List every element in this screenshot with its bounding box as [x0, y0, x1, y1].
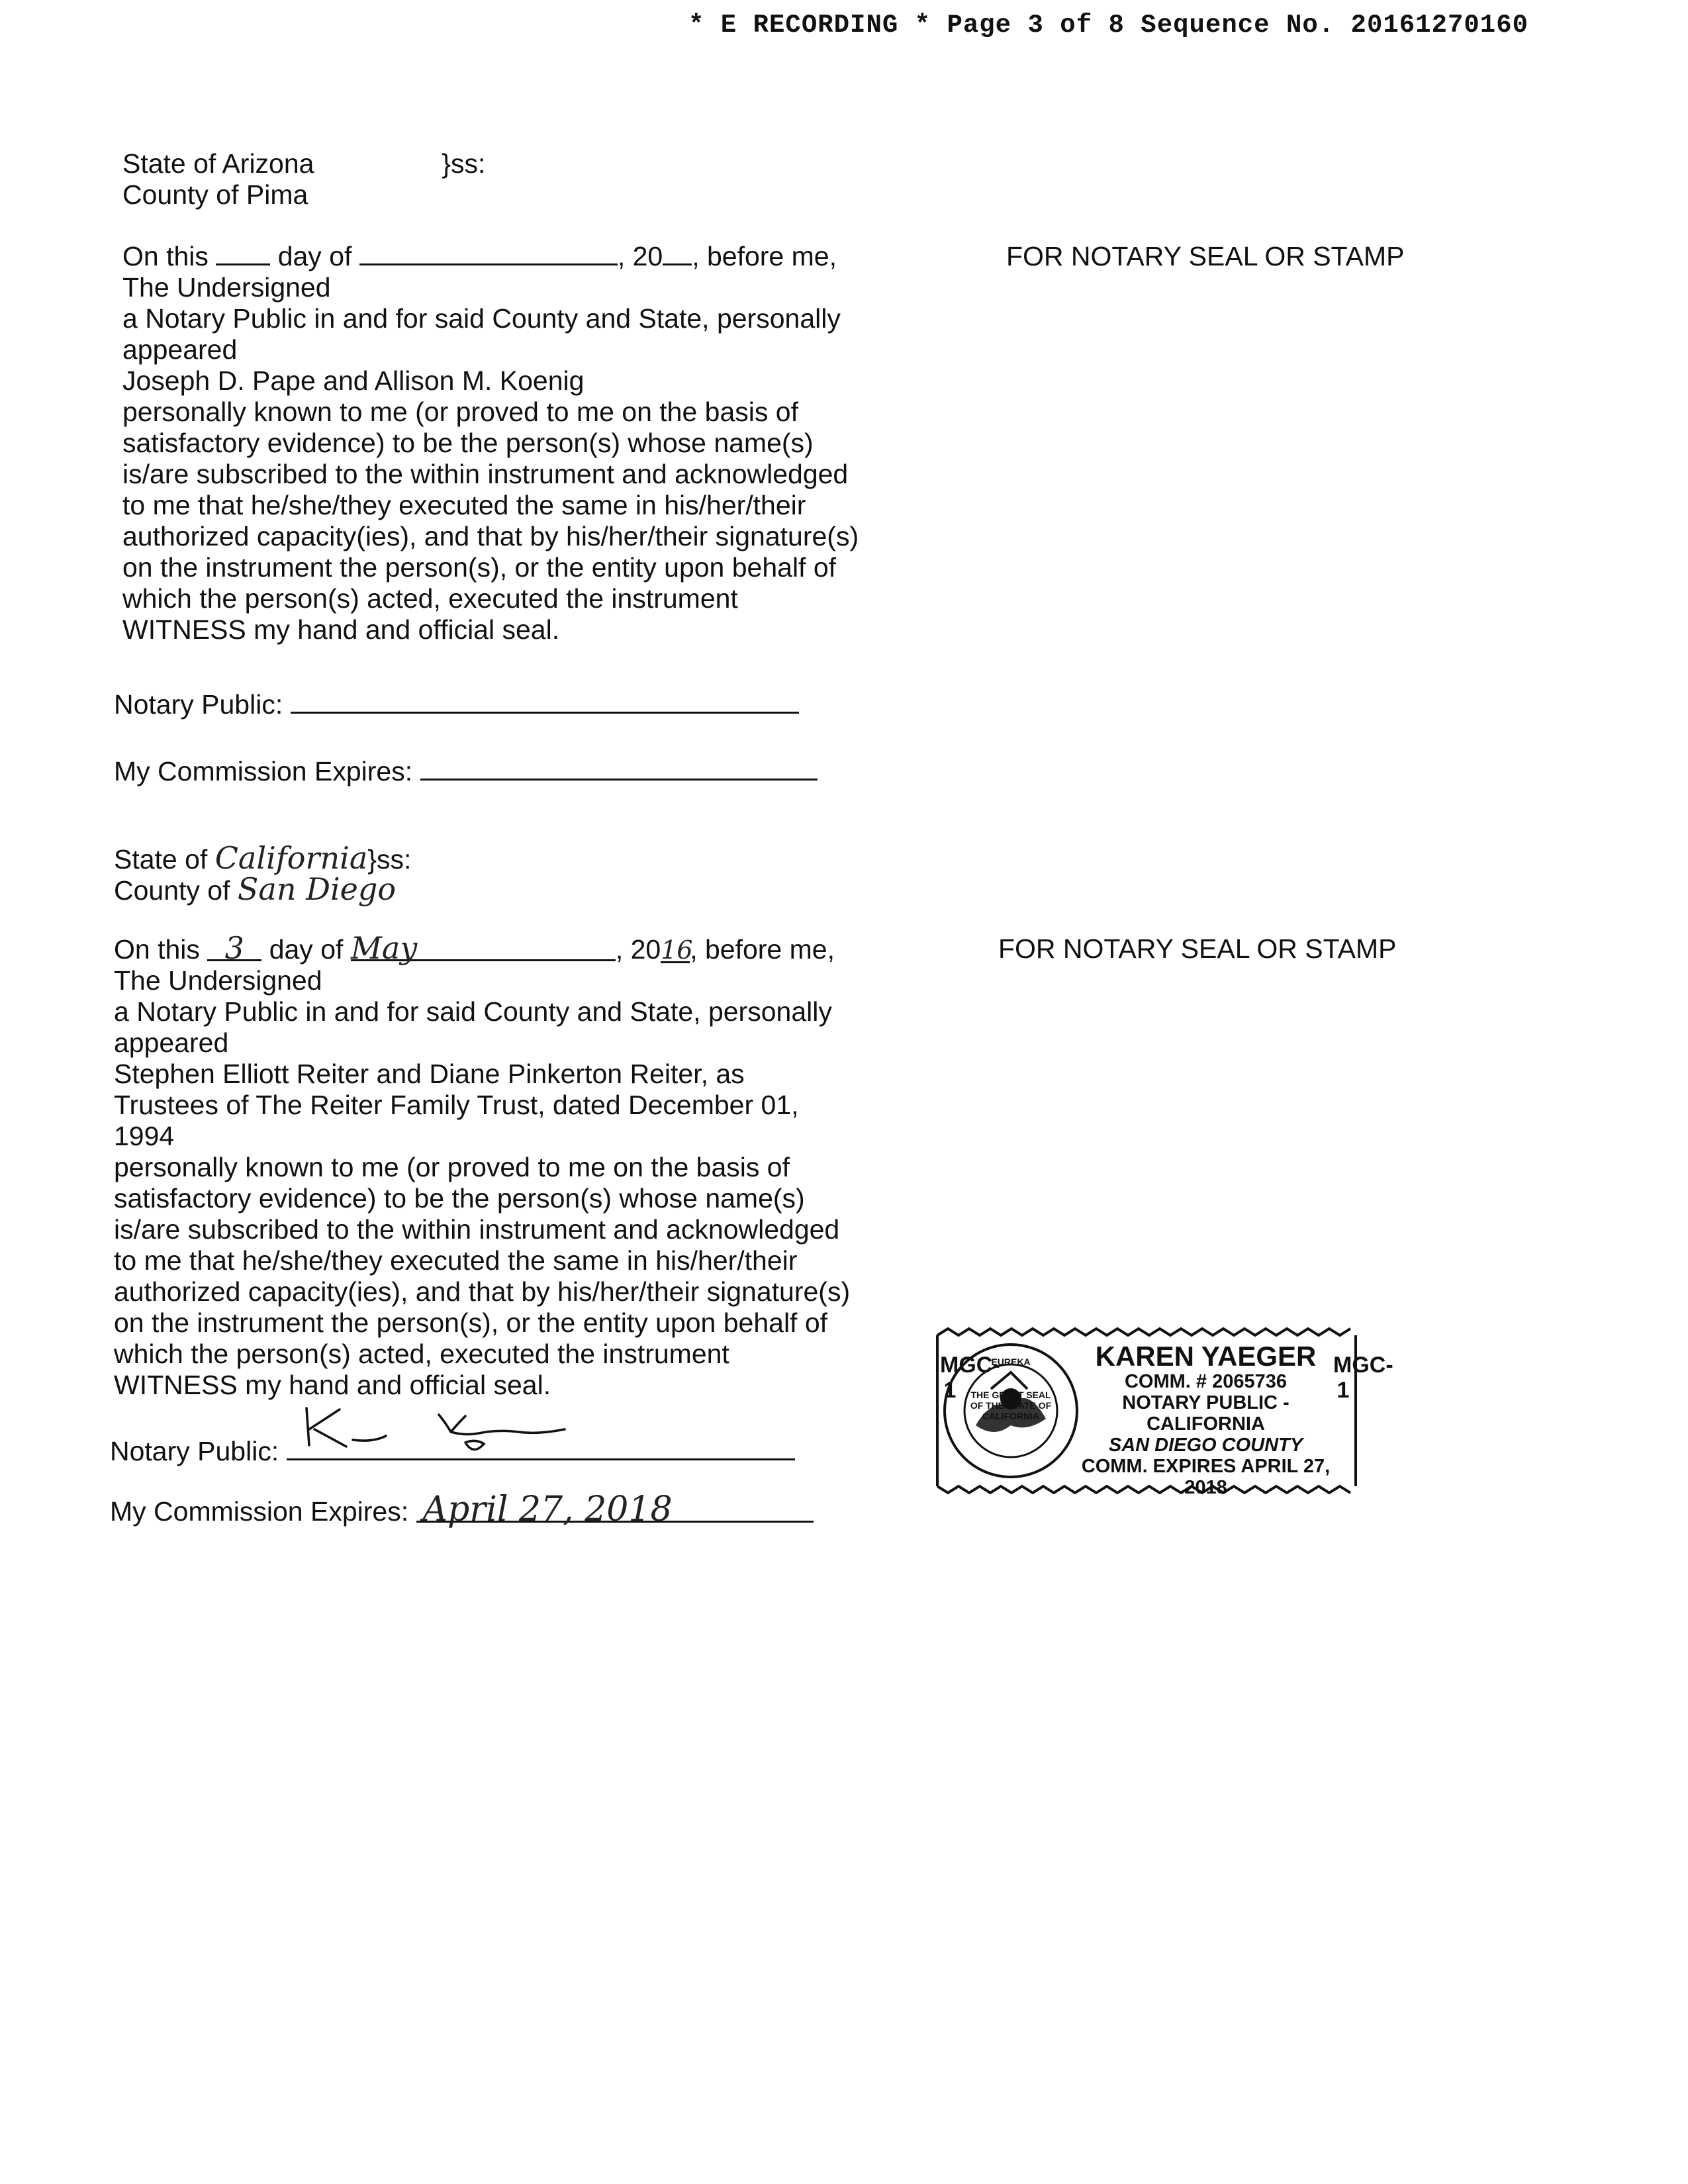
body-line: satisfactory evidence) to be the person(s) whose name(s)	[122, 428, 814, 458]
state-handwritten: California	[214, 840, 368, 876]
commission-line	[110, 1490, 878, 1529]
body-line: on the instrument the person(s), or the entity upon behalf of	[122, 552, 837, 583]
stamp-expires: COMM. EXPIRES APRIL 27, 2018	[1081, 1456, 1331, 1498]
before-me-label: , before me,	[690, 934, 835, 965]
commission-handwritten: April 27, 2018	[416, 1496, 814, 1523]
day-of-label: day of	[277, 241, 352, 271]
notary-signature-blank	[291, 685, 799, 714]
seal-placeholder-california: FOR NOTARY SEAL OR STAMP	[998, 933, 1397, 964]
notary-line-1: a Notary Public in and for said County and State, personally	[122, 303, 841, 334]
recording-header: * E RECORDING * Page 3 of 8 Sequence No. 20161270160	[688, 11, 1528, 40]
county-label: County of	[114, 875, 230, 906]
notary-public-line	[114, 685, 882, 720]
notary-line-2: appeared	[122, 334, 238, 365]
notary-signature	[287, 1432, 795, 1460]
body-line: satisfactory evidence) to be the person(s) whose name(s)	[114, 1183, 805, 1213]
appearing-names: Trustees of The Reiter Family Trust, dated December 01,	[114, 1090, 799, 1120]
notary-public-line	[110, 1432, 878, 1467]
body-line: which the person(s) acted, executed the instrument	[114, 1339, 729, 1369]
body-line: to me that he/she/they executed the same in his/her/their	[122, 490, 806, 520]
signature-scribble-icon	[300, 1403, 591, 1456]
body-line: authorized capacity(ies), and that by his/her/their signature(s)	[122, 521, 859, 551]
body-line: to me that he/she/they executed the same in his/her/their	[114, 1245, 798, 1276]
commission-line	[114, 752, 882, 787]
appearing-names: Stephen Elliott Reiter and Diane Pinkerton Reiter, as	[114, 1059, 745, 1089]
county-handwritten: San Diego	[237, 871, 397, 907]
notary-line-2: appeared	[114, 1027, 229, 1058]
month-blank	[359, 241, 618, 265]
body-line: authorized capacity(ies), and that by his/her/their signature(s)	[114, 1276, 851, 1307]
county-line: County of Pima	[122, 179, 308, 210]
state-line	[122, 148, 890, 179]
date-line	[122, 241, 890, 272]
stamp-text	[1075, 1342, 1336, 1498]
appearing-names: 1994	[114, 1121, 175, 1151]
acknowledgment-arizona	[122, 148, 890, 645]
appearing-names: Joseph D. Pape and Allison M. Koenig	[122, 365, 585, 396]
commission-blank	[420, 752, 818, 781]
year-handwritten: 16	[661, 935, 693, 965]
state-label: State of	[114, 844, 208, 875]
state-line	[114, 840, 882, 876]
stamp-seal-text: THE GREAT SEAL OF THE STATE OF CALIFORNIA	[970, 1390, 1052, 1421]
year-prefix: , 20	[617, 241, 663, 271]
ss-label: }ss:	[367, 844, 412, 875]
acknowledgment-california	[114, 840, 882, 1401]
undersigned-line: The Undersigned	[122, 272, 331, 303]
body-line: WITNESS my hand and official seal.	[114, 1370, 551, 1400]
undersigned-line: The Undersigned	[114, 965, 322, 996]
stamp-title: NOTARY PUBLIC - CALIFORNIA	[1122, 1392, 1289, 1435]
stamp-county: SAN DIEGO COUNTY	[1108, 1435, 1303, 1456]
body-line: is/are subscribed to the within instrument and acknowledged	[114, 1214, 840, 1245]
notary-signature-section-arizona	[114, 685, 882, 787]
stamp-side-code-left: MGC-1	[940, 1353, 1000, 1403]
on-this-label: On this	[114, 934, 200, 965]
county-line	[114, 871, 882, 907]
body-line: is/are subscribed to the within instrument and acknowledged	[122, 459, 849, 489]
notary-line-1: a Notary Public in and for said County and State, personally	[114, 996, 832, 1027]
notary-public-label: Notary Public:	[110, 1436, 279, 1466]
body-line: personally known to me (or proved to me on the basis of	[122, 397, 798, 427]
notary-public-label: Notary Public:	[114, 689, 283, 720]
ss-label: }ss:	[442, 148, 486, 179]
state-label: State of Arizona	[122, 148, 314, 179]
seal-placeholder-arizona: FOR NOTARY SEAL OR STAMP	[1006, 241, 1405, 271]
notary-signature-section-california	[110, 1432, 878, 1527]
commission-label: My Commission Expires:	[110, 1496, 409, 1527]
date-line	[114, 930, 882, 966]
year-blank	[663, 241, 692, 265]
day-handwritten: 3	[207, 937, 261, 961]
month-handwritten: May	[351, 937, 616, 961]
stamp-name: KAREN YAEGER	[1095, 1341, 1317, 1372]
before-me-label: , before me,	[692, 241, 837, 271]
notary-stamp	[928, 1326, 1393, 1498]
year-prefix: , 20	[615, 934, 661, 965]
day-blank	[216, 241, 270, 265]
body-line: which the person(s) acted, executed the instrument	[122, 583, 738, 614]
stamp-seal-motto: EUREKA	[991, 1356, 1031, 1367]
on-this-label: On this	[122, 241, 209, 271]
stamp-side-code-right: MGC-1	[1333, 1353, 1393, 1403]
body-line: on the instrument the person(s), or the entity upon behalf of	[114, 1307, 828, 1338]
day-of-label: day of	[269, 934, 344, 965]
body-line: WITNESS my hand and official seal.	[122, 614, 560, 645]
commission-label: My Commission Expires:	[114, 756, 413, 786]
body-line: personally known to me (or proved to me on the basis of	[114, 1152, 790, 1182]
stamp-comm: COMM. # 2065736	[1124, 1371, 1287, 1392]
